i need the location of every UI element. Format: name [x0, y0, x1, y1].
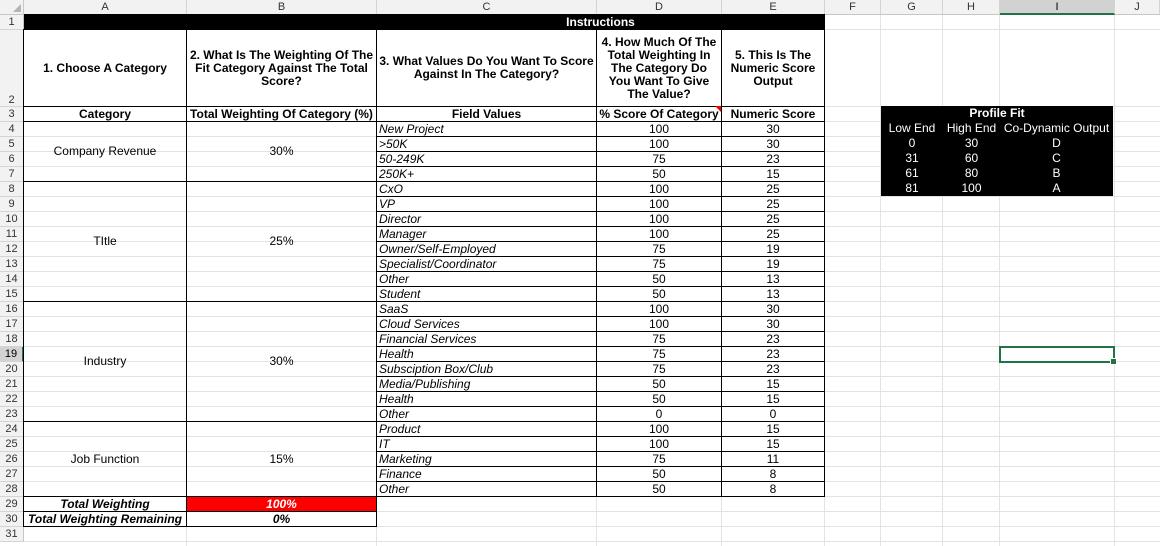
- field-values-header[interactable]: Field Values: [376, 106, 597, 122]
- field-value-cell[interactable]: Subsciption Box/Club: [376, 361, 597, 377]
- header-blank-ab[interactable]: [24, 14, 378, 30]
- row-header-30[interactable]: 30: [0, 512, 24, 527]
- column-header-g[interactable]: G: [881, 0, 943, 15]
- score-pct-cell[interactable]: 50: [596, 391, 722, 407]
- numeric-score-cell[interactable]: 25: [721, 196, 825, 212]
- row-header-18[interactable]: 18: [0, 332, 24, 347]
- question-5-cell[interactable]: 5. This Is The Numeric Score Output: [721, 29, 825, 107]
- profile-fit-cell[interactable]: A: [1000, 181, 1113, 196]
- column-header-h[interactable]: H: [943, 0, 1000, 15]
- numeric-score-cell[interactable]: 25: [721, 226, 825, 242]
- numeric-score-cell[interactable]: 30: [721, 136, 825, 152]
- field-value-cell[interactable]: IT: [376, 436, 597, 452]
- numeric-score-cell[interactable]: 15: [721, 166, 825, 182]
- row-header-17[interactable]: 17: [0, 317, 24, 332]
- column-header-f[interactable]: F: [825, 0, 881, 15]
- row-header-29[interactable]: 29: [0, 497, 24, 512]
- numeric-score-cell[interactable]: 30: [721, 121, 825, 137]
- numeric-score-cell[interactable]: 13: [721, 286, 825, 302]
- column-header-a[interactable]: A: [24, 0, 187, 15]
- question-4-cell[interactable]: 4. How Much Of The Total Weighting In The Category Do You Want To Give The Value?: [596, 29, 722, 107]
- profile-fit-cell[interactable]: C: [1000, 151, 1113, 166]
- numeric-score-cell[interactable]: 15: [721, 421, 825, 437]
- numeric-score-cell[interactable]: 23: [721, 331, 825, 347]
- numeric-score-cell[interactable]: 23: [721, 346, 825, 362]
- row-header-24[interactable]: 24: [0, 422, 24, 437]
- score-pct-cell[interactable]: 75: [596, 151, 722, 167]
- weight-cell[interactable]: 30%: [186, 301, 377, 422]
- numeric-score-cell[interactable]: 0: [721, 406, 825, 422]
- row-header-13[interactable]: 13: [0, 257, 24, 272]
- profile-fit-cell[interactable]: 30: [943, 136, 1000, 151]
- profile-fit-cell[interactable]: D: [1000, 136, 1113, 151]
- profile-fit-header[interactable]: Co-Dynamic Output: [1000, 121, 1113, 136]
- numeric-score-cell[interactable]: 23: [721, 361, 825, 377]
- field-value-cell[interactable]: Manager: [376, 226, 597, 242]
- score-pct-cell[interactable]: 50: [596, 466, 722, 482]
- field-value-cell[interactable]: VP: [376, 196, 597, 212]
- row-header-19[interactable]: 19: [0, 347, 24, 362]
- column-header-b[interactable]: B: [187, 0, 377, 15]
- score-pct-cell[interactable]: 100: [596, 226, 722, 242]
- field-value-cell[interactable]: Product: [376, 421, 597, 437]
- score-pct-cell[interactable]: 100: [596, 196, 722, 212]
- score-pct-cell[interactable]: 50: [596, 271, 722, 287]
- field-value-cell[interactable]: Other: [376, 481, 597, 497]
- score-pct-cell[interactable]: 100: [596, 121, 722, 137]
- numeric-score-cell[interactable]: 25: [721, 211, 825, 227]
- column-header-e[interactable]: E: [722, 0, 825, 15]
- category-cell[interactable]: Company Revenue: [23, 121, 187, 182]
- field-value-cell[interactable]: Owner/Self-Employed: [376, 241, 597, 257]
- field-value-cell[interactable]: Other: [376, 406, 597, 422]
- row-header-9[interactable]: 9: [0, 197, 24, 212]
- field-value-cell[interactable]: Finance: [376, 466, 597, 482]
- profile-fit-cell[interactable]: 0: [881, 136, 943, 151]
- profile-fit-cell[interactable]: 61: [881, 166, 943, 181]
- profile-fit-cell[interactable]: 100: [943, 181, 1000, 196]
- score-pct-cell[interactable]: 100: [596, 421, 722, 437]
- row-header-28[interactable]: 28: [0, 482, 24, 497]
- profile-fit-cell[interactable]: 81: [881, 181, 943, 196]
- score-pct-cell[interactable]: 75: [596, 346, 722, 362]
- column-header-d[interactable]: D: [597, 0, 722, 15]
- profile-fit-cell[interactable]: B: [1000, 166, 1113, 181]
- field-value-cell[interactable]: SaaS: [376, 301, 597, 317]
- total-remaining-value[interactable]: 0%: [186, 511, 377, 527]
- field-value-cell[interactable]: Other: [376, 271, 597, 287]
- numeric-score-cell[interactable]: 30: [721, 301, 825, 317]
- row-header-26[interactable]: 26: [0, 452, 24, 467]
- profile-fit-cell[interactable]: 31: [881, 151, 943, 166]
- category-cell[interactable]: Job Function: [23, 421, 187, 497]
- field-value-cell[interactable]: 250K+: [376, 166, 597, 182]
- field-value-cell[interactable]: Cloud Services: [376, 316, 597, 332]
- weighting-header[interactable]: Total Weighting Of Category (%): [186, 106, 377, 122]
- score-pct-cell[interactable]: 50: [596, 376, 722, 392]
- row-header-22[interactable]: 22: [0, 392, 24, 407]
- row-header-11[interactable]: 11: [0, 227, 24, 242]
- score-pct-cell[interactable]: 0: [596, 406, 722, 422]
- row-header-3[interactable]: 3: [0, 107, 24, 122]
- field-value-cell[interactable]: >50K: [376, 136, 597, 152]
- numeric-score-cell[interactable]: 8: [721, 466, 825, 482]
- field-value-cell[interactable]: Financial Services: [376, 331, 597, 347]
- score-pct-cell[interactable]: 100: [596, 211, 722, 227]
- row-header-21[interactable]: 21: [0, 377, 24, 392]
- column-header-i[interactable]: I: [1000, 0, 1115, 15]
- profile-fit-header[interactable]: High End: [943, 121, 1000, 136]
- total-remaining-label[interactable]: Total Weighting Remaining: [23, 511, 187, 527]
- score-pct-cell[interactable]: 75: [596, 241, 722, 257]
- row-header-12[interactable]: 12: [0, 242, 24, 257]
- field-value-cell[interactable]: Media/Publishing: [376, 376, 597, 392]
- numeric-score-cell[interactable]: 11: [721, 451, 825, 467]
- weight-cell[interactable]: 30%: [186, 121, 377, 182]
- column-header-j[interactable]: J: [1115, 0, 1160, 15]
- numeric-score-cell[interactable]: 19: [721, 256, 825, 272]
- score-pct-cell[interactable]: 100: [596, 181, 722, 197]
- score-pct-cell[interactable]: 100: [596, 301, 722, 317]
- row-header-7[interactable]: 7: [0, 167, 24, 182]
- total-weighting-value[interactable]: 100%: [186, 496, 377, 512]
- row-header-15[interactable]: 15: [0, 287, 24, 302]
- active-cell-selection[interactable]: [999, 346, 1115, 363]
- profile-fit-cell[interactable]: 80: [943, 166, 1000, 181]
- question-3-cell[interactable]: 3. What Values Do You Want To Score Against In The Category?: [376, 29, 597, 107]
- row-header-2[interactable]: 2: [0, 30, 24, 107]
- row-header-10[interactable]: 10: [0, 212, 24, 227]
- field-value-cell[interactable]: Health: [376, 346, 597, 362]
- row-header-27[interactable]: 27: [0, 467, 24, 482]
- numeric-score-cell[interactable]: 8: [721, 481, 825, 497]
- weight-cell[interactable]: 25%: [186, 181, 377, 302]
- instructions-banner[interactable]: Instructions: [376, 14, 825, 30]
- row-header-8[interactable]: 8: [0, 182, 24, 197]
- field-value-cell[interactable]: Director: [376, 211, 597, 227]
- row-header-16[interactable]: 16: [0, 302, 24, 317]
- score-pct-cell[interactable]: 75: [596, 361, 722, 377]
- field-value-cell[interactable]: Health: [376, 391, 597, 407]
- field-value-cell[interactable]: CxO: [376, 181, 597, 197]
- score-pct-cell[interactable]: 75: [596, 331, 722, 347]
- row-header-6[interactable]: 6: [0, 152, 24, 167]
- score-pct-cell[interactable]: 50: [596, 166, 722, 182]
- score-pct-cell[interactable]: 100: [596, 136, 722, 152]
- category-header[interactable]: Category: [23, 106, 187, 122]
- score-pct-cell[interactable]: 100: [596, 436, 722, 452]
- row-header-31[interactable]: 31: [0, 527, 24, 542]
- numeric-score-cell[interactable]: 15: [721, 376, 825, 392]
- row-header-5[interactable]: 5: [0, 137, 24, 152]
- question-1-cell[interactable]: 1. Choose A Category: [23, 29, 187, 107]
- numeric-score-cell[interactable]: 30: [721, 316, 825, 332]
- numeric-score-cell[interactable]: 13: [721, 271, 825, 287]
- score-pct-header[interactable]: % Score Of Category: [596, 106, 722, 122]
- row-header-14[interactable]: 14: [0, 272, 24, 287]
- row-header-23[interactable]: 23: [0, 407, 24, 422]
- row-header-25[interactable]: 25: [0, 437, 24, 452]
- row-header-4[interactable]: 4: [0, 122, 24, 137]
- field-value-cell[interactable]: Marketing: [376, 451, 597, 467]
- field-value-cell[interactable]: 50-249K: [376, 151, 597, 167]
- field-value-cell[interactable]: Student: [376, 286, 597, 302]
- category-cell[interactable]: Industry: [23, 301, 187, 422]
- weight-cell[interactable]: 15%: [186, 421, 377, 497]
- column-header-c[interactable]: C: [377, 0, 597, 15]
- profile-fit-cell[interactable]: 60: [943, 151, 1000, 166]
- question-2-cell[interactable]: 2. What Is The Weighting Of The Fit Category Against The Total Score?: [186, 29, 377, 107]
- profile-fit-title[interactable]: Profile Fit: [881, 106, 1113, 121]
- numeric-score-cell[interactable]: 15: [721, 436, 825, 452]
- comment-indicator: [715, 106, 721, 112]
- profile-fit-header[interactable]: Low End: [881, 121, 943, 136]
- field-value-cell[interactable]: New Project: [376, 121, 597, 137]
- score-pct-cell[interactable]: 50: [596, 481, 722, 497]
- score-pct-cell[interactable]: 50: [596, 286, 722, 302]
- total-weighting-label[interactable]: Total Weighting: [23, 496, 187, 512]
- numeric-score-header[interactable]: Numeric Score: [721, 106, 825, 122]
- numeric-score-cell[interactable]: 15: [721, 391, 825, 407]
- numeric-score-cell[interactable]: 23: [721, 151, 825, 167]
- numeric-score-cell[interactable]: 25: [721, 181, 825, 197]
- score-pct-cell[interactable]: 100: [596, 316, 722, 332]
- score-pct-cell[interactable]: 75: [596, 256, 722, 272]
- select-all-corner[interactable]: [0, 0, 24, 15]
- row-header-20[interactable]: 20: [0, 362, 24, 377]
- row-header-1[interactable]: 1: [0, 15, 24, 30]
- gridline-h: [24, 541, 1160, 542]
- numeric-score-cell[interactable]: 19: [721, 241, 825, 257]
- field-value-cell[interactable]: Specialist/Coordinator: [376, 256, 597, 272]
- score-pct-cell[interactable]: 75: [596, 451, 722, 467]
- category-cell[interactable]: TItle: [23, 181, 187, 302]
